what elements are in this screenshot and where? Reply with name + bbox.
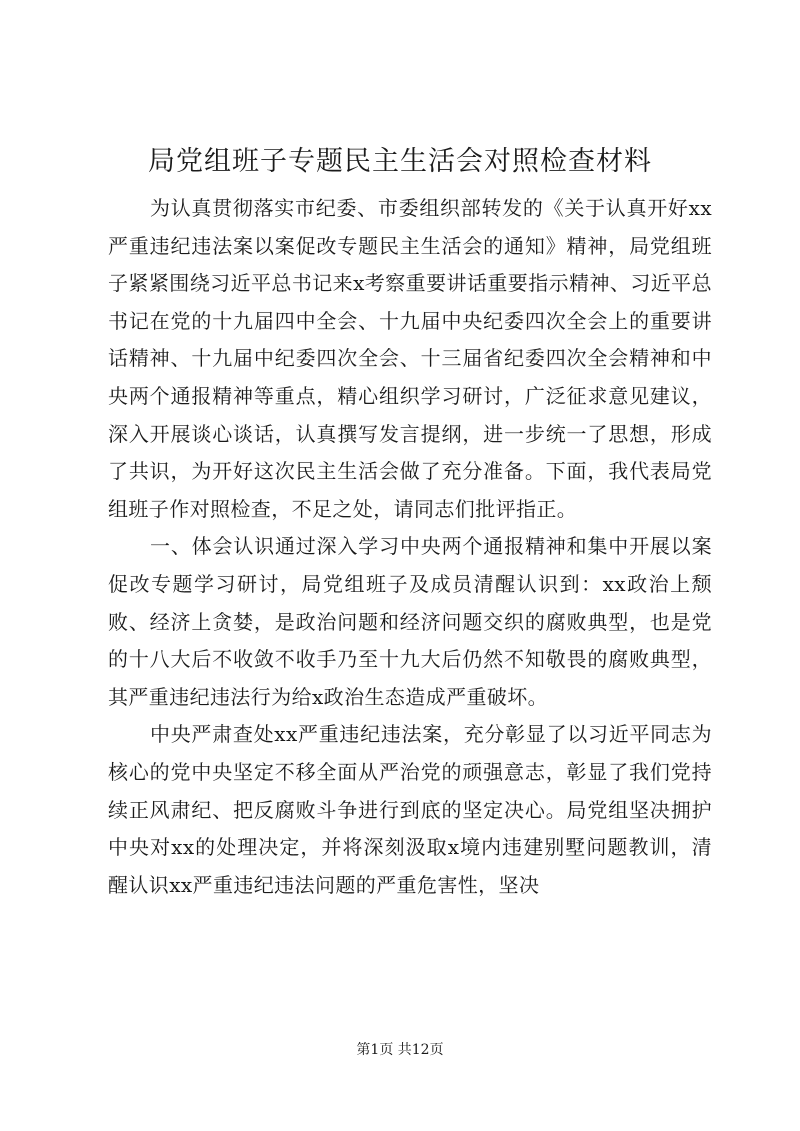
paragraph: 一、体会认识通过深入学习中央两个通报精神和集中开展以案促改专题学习研讨，局党组班子及成员清醒认识到：xx政治上颓败、经济上贪婪，是政治问题和经济问题交织的腐败典型，也是党的十八大后不收敛不收手乃至十九大后仍然不知敬畏的腐败典型，其严重违纪违法行为给x政治生态造成严重破坏。 <box>108 534 712 709</box>
page-footer: 第1页 共12页 <box>356 1042 444 1058</box>
paragraph: 为认真贯彻落实市纪委、市委组织部转发的《关于认真开好xx严重违纪违法案以案促改专题民主生活会的通知》精神，局党组班子紧紧围绕习近平总书记来x考察重要讲话重要指示精神、习近平总书记在党的十九届四中全会、十九届中央纪委四次全会上的重要讲话精神、十九届中纪委四次全会、十三届省纪委四次全会精神和中央两个通报精神等重点，精心组织学习研讨，广泛征求意见建议，深入开展谈心谈话，认真撰写发言提纲，进一步统一了思想，形成了共识，为开好这次民主生活会做了充分准备。下面，我代表局党组班子作对照检查，不足之处，请同志们批评指正。 <box>108 196 712 521</box>
document-title: 局党组班子专题民主生活会对照检查材料 <box>148 146 652 177</box>
paragraph: 中央严肃查处xx严重违纪违法案，充分彰显了以习近平同志为核心的党中央坚定不移全面从严治党的顽强意志，彰显了我们党持续正风肃纪、把反腐败斗争进行到底的坚定决心。局党组坚决拥护中央对xx的处理决定，并将深刻汲取x境内违建别墅问题教训，清醒认识xx严重违纪违法问题的严重危害性，坚决 <box>108 722 712 897</box>
document-body <box>108 190 712 904</box>
